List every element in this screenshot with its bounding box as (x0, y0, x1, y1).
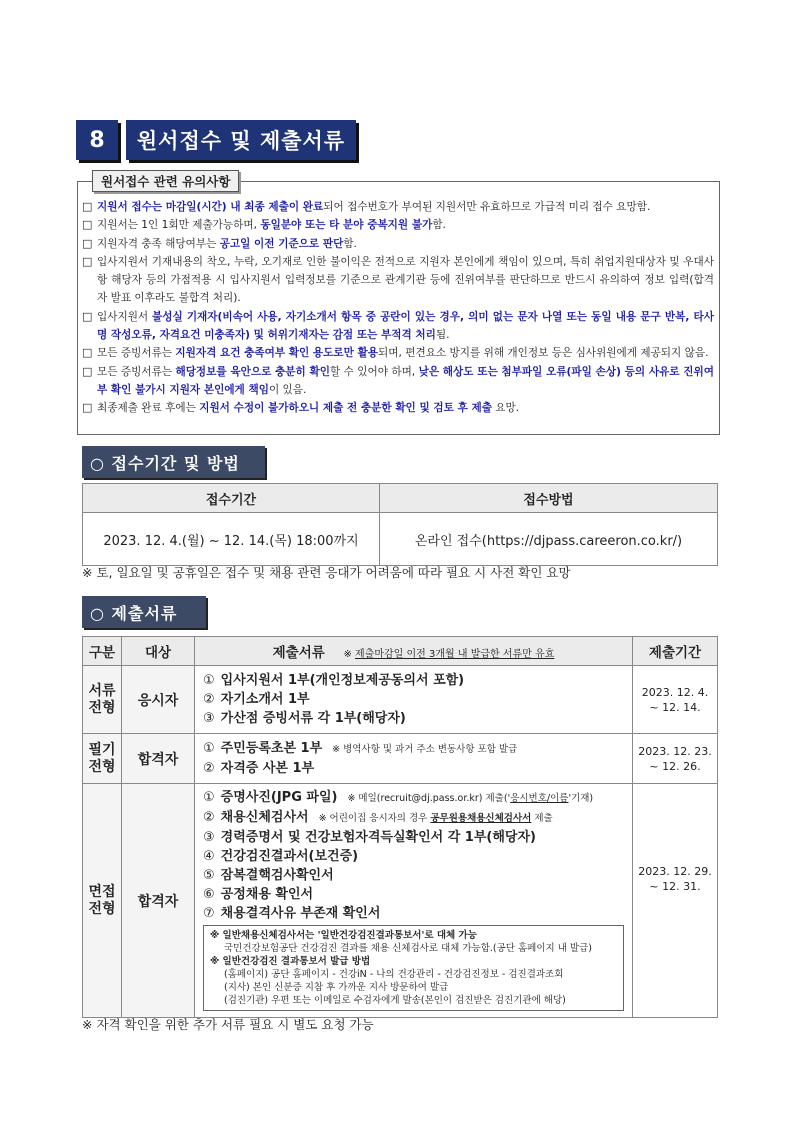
reception-method: 온라인 접수(https://djpass.careeron.co.kr/) (380, 513, 718, 566)
section-number: 8 (76, 120, 118, 160)
target-cell: 합격자 (122, 784, 195, 1018)
notice-item: □ 입사지원서 불성실 기재자(비속어 사용, 자기소개서 항목 중 공란이 있는 경우, 의미 없는 문자 나열 또는 동일 내용 문구 반복, 타사명 작성오류, 자격요건 미충족자) 및 허위기재자는 감점 또는 부적격 처리됨. (82, 308, 714, 345)
stage-cell: 서류 전형 (83, 666, 122, 734)
checkbox-bullet-icon: □ (82, 218, 93, 232)
checkbox-bullet-icon: □ (82, 346, 93, 360)
doc-item: ① 증명사진(JPG 파일) ※ 메일(recruit@dj.pass.or.kr) 제출('응시번호/이름'기재) (203, 790, 594, 805)
documents-heading: ○ 제출서류 (82, 596, 206, 628)
docs-header-note: 제출마감일 이전 3개월 내 발급한 서류만 유효 (355, 649, 555, 660)
checkbox-bullet-icon: □ (82, 200, 93, 213)
col-header-target: 대상 (122, 637, 195, 666)
doc-item: ① 주민등록초본 1부 ※ 병역사항 및 과거 주소 변동사항 포함 발급 (203, 741, 518, 756)
target-cell: 응시자 (122, 666, 195, 734)
reception-table (82, 483, 718, 566)
table-row (83, 734, 718, 784)
doc-item: ③ 가산점 증빙서류 각 1부(해당자) (203, 711, 406, 726)
docs-cell (195, 734, 633, 784)
doc-item: ② 자격증 사본 1부 (203, 761, 315, 776)
checkbox-bullet-icon: □ (82, 364, 93, 378)
documents-note: ※ 자격 확인을 위한 추가 서류 필요 시 별도 요청 가능 (82, 1017, 374, 1032)
col-header-method: 접수방법 (380, 484, 718, 513)
doc-item: ⑦ 채용결격사유 부존재 확인서 (203, 906, 381, 921)
doc-item: ② 자기소개서 1부 (203, 692, 310, 707)
notice-item: □ 지원자격 충족 해당여부는 공고일 이전 기준으로 판단함. (82, 235, 714, 253)
notice-item: □ 최종제출 완료 후에는 지원서 수정이 불가하오니 제출 전 충분한 확인 및 검토 후 제출 요망. (82, 399, 714, 417)
target-cell: 합격자 (122, 734, 195, 784)
period-cell: 2023. 12. 4. ~ 12. 14. (633, 666, 718, 734)
notice-item: □ 입사지원서 기재내용의 착오, 누락, 오기재로 인한 불이익은 전적으로 지원자 본인에게 책임이 있으며, 특히 취업지원대상자 및 우대사항 해당자 등의 가점적용 시 입사지원서 입력정보를 기준으로 관계기관 등에 진위여부를 판단하므로 반드시 유의하여 정보 입력(합격자 발표 이후라도 불합격 처리). (82, 253, 714, 308)
doc-item: ⑤ 잠복결핵검사확인서 (203, 868, 334, 883)
docs-cell (195, 666, 633, 734)
col-header-period: 제출기간 (633, 637, 718, 666)
period-cell: 2023. 12. 29. ~ 12. 31. (633, 784, 718, 1018)
col-header-stage: 구분 (83, 637, 122, 666)
reception-heading: ○ 접수기간 및 방법 (82, 446, 265, 478)
docs-header-note-prefix: ※ (343, 649, 356, 660)
section-title: 원서접수 및 제출서류 (126, 120, 356, 160)
reception-note: ※ 토, 일요일 및 공휴일은 접수 및 채용 관련 응대가 어려움에 따라 필요 시 사전 확인 요망 (82, 565, 571, 580)
checkbox-bullet-icon: □ (82, 254, 93, 268)
notice-item: □ 모든 증빙서류는 해당정보를 육안으로 충분히 확인할 수 있어야 하며, 낮은 해상도 또는 첨부파일 오류(파일 손상) 등의 사유로 진위여부 확인 불가시 지원자 본인에게 책임이 있음. (82, 363, 714, 400)
notice-item: □ 모든 증빙서류는 지원자격 요건 충족여부 확인 용도로만 활용되며, 편견요소 방지를 위해 개인정보 등은 심사위원에게 제공되지 않음. (82, 344, 714, 362)
notice-tab-label: 원서접수 관련 유의사항 (92, 170, 239, 192)
health-check-info-box: ※ 일반채용신체검사서는 '일반건강검진결과통보서'로 대체 가능 국민건강보험공단 건강검진 결과를 채용 신체검사로 대체 가능함.(공단 홈페이지 내 발급) ※ 일반건강검진 결과통보서 발급 방법 (홈페이지) 공단 홈페이지 - 건강iN - 나의 건강관리 - 건강검진정보 - 검진결과조회 (지사) 본인 신분증 지참 후 가까운 지사 방문하여 발급 (검진기관) 우편 또는 이메일로 수검자에게 발송(본인이 검진받은 검진기관에 해당) (203, 925, 624, 1011)
stage-cell: 면접 전형 (83, 784, 122, 1018)
reception-period: 2023. 12. 4.(월) ~ 12. 14.(목) 18:00까지 (83, 513, 380, 566)
docs-header-label: 제출서류 (272, 645, 325, 661)
notice-item: □ 지원서 접수는 마감일(시간) 내 최종 제출이 완료되어 접수번호가 부여된 지원서만 유효하므로 가급적 미리 접수 요망함. (82, 198, 714, 216)
table-row (83, 666, 718, 734)
documents-table (82, 636, 718, 1018)
doc-item: ① 입사지원서 1부(개인정보제공동의서 포함) (203, 673, 465, 688)
doc-item: ④ 건강검진결과서(보건증) (203, 849, 359, 864)
col-header-docs (195, 637, 633, 666)
doc-item: ② 채용신체검사서 ※ 어린이집 응시자의 경우 공무원용채용신체검사서 제출 (203, 810, 553, 825)
notice-item: □ 지원서는 1인 1회만 제출가능하며, 동일분야 또는 타 분야 중복지원 불가함. (82, 216, 714, 234)
checkbox-bullet-icon: □ (82, 236, 93, 250)
doc-item: ③ 경력증명서 및 건강보험자격득실확인서 각 1부(해당자) (203, 830, 536, 845)
col-header-period: 접수기간 (83, 484, 380, 513)
table-row (83, 784, 718, 1018)
period-cell: 2023. 12. 23. ~ 12. 26. (633, 734, 718, 784)
checkbox-bullet-icon: □ (82, 309, 93, 323)
docs-cell (195, 784, 633, 1018)
stage-cell: 필기 전형 (83, 734, 122, 784)
checkbox-bullet-icon: □ (82, 401, 93, 415)
notice-list (82, 198, 714, 418)
doc-item: ⑥ 공정채용 확인서 (203, 887, 314, 902)
